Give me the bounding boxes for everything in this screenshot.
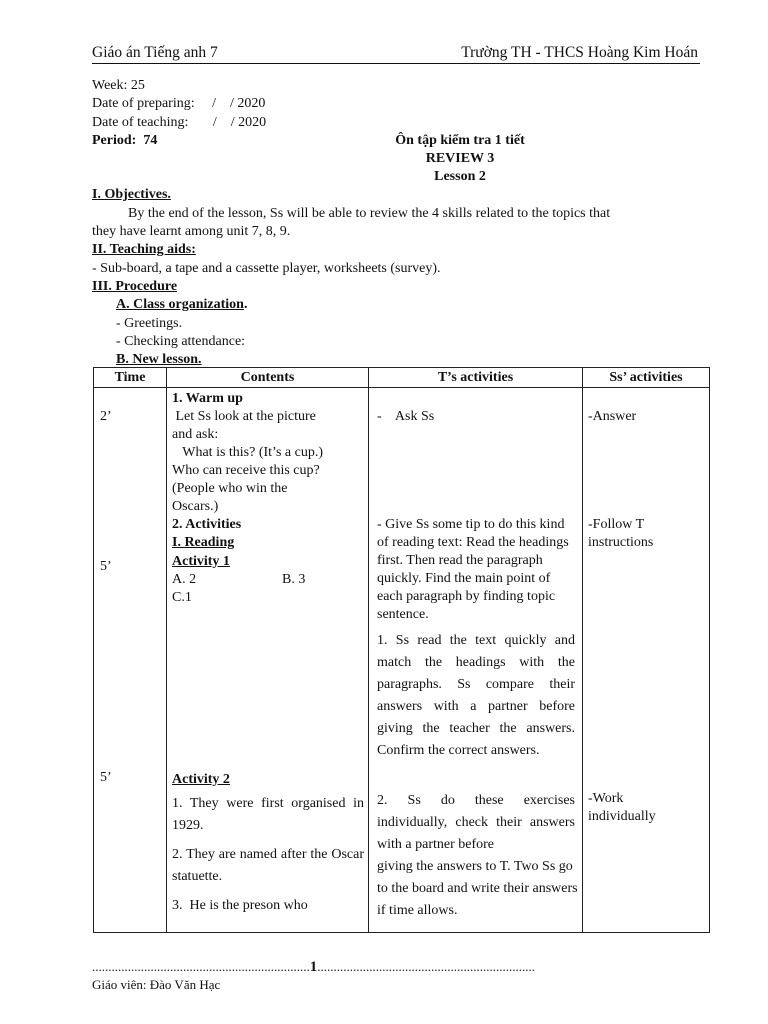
students-follow-2: instructions — [588, 535, 654, 550]
teacher-step1: 1. Ss read the text quickly and match the headings with the paragraphs. Ss compare their answers with a partner before giving the teacher the answers. Confirm the correct answers. — [377, 633, 575, 758]
activity2-item: 1. They were first organised in 1929. — [172, 796, 364, 833]
header-rule — [92, 63, 700, 64]
activity1-heading: Activity 1 — [172, 554, 230, 569]
title-review: REVIEW 3 — [425, 151, 495, 166]
students-work: -Work — [588, 791, 624, 806]
new-lesson-heading: B. New lesson. — [116, 352, 202, 367]
title-review-note: Ôn tập kiểm tra 1 tiết — [395, 133, 525, 148]
warm-line: Let Ss look at the picture — [172, 409, 316, 424]
col-header-contents: Contents — [167, 368, 369, 388]
class-organization-dot: . — [243, 297, 248, 312]
title-lesson: Lesson 2 — [434, 169, 486, 184]
attendance-line: - Checking attendance: — [116, 334, 246, 349]
week-label: Week: 25 — [92, 78, 145, 93]
class-organization-heading — [116, 296, 247, 314]
students-answer: -Answer — [588, 409, 637, 424]
teacher-step2-rest: giving the answers to T. Two Ss go to the board and write their answers if time allows. — [377, 859, 578, 918]
warm-line: and ask: — [172, 427, 219, 442]
teacher-tips: - Give Ss some tip to do this kind of reading text: Read the headings first. Then read the paragraph quickly. Find the main point of each paragraph by finding topic sentence. — [377, 517, 569, 622]
objectives-text-2: they have learnt among unit 7, 8, 9. — [92, 224, 291, 239]
header-right: Trường TH - THCS Hoàng Kim Hoán — [461, 44, 698, 61]
warm-line: Who can receive this cup? — [172, 463, 320, 478]
time-cell — [94, 388, 167, 933]
teacher-cell — [369, 388, 583, 933]
page-number: 1 — [309, 959, 318, 975]
header-left: Giáo án Tiếng anh 7 — [92, 44, 218, 61]
students-work-2: individually — [588, 809, 656, 824]
date-teaching: Date of teaching: / / 2020 — [92, 115, 267, 130]
greetings-line: - Greetings. — [116, 316, 183, 331]
teacher-ask: - Ask Ss — [377, 409, 435, 424]
date-preparing: Date of preparing: / / 2020 — [92, 96, 266, 111]
teacher-step2: 2. Ss do these exercises individually, check their answers with a partner before — [377, 793, 575, 852]
footer-dots-left: ................................................................... — [92, 959, 310, 974]
objectives-text-1: By the end of the lesson, Ss will be able to review the 4 skills related to the topics that — [128, 206, 611, 221]
aids-text: - Sub-board, a tape and a cassette player, worksheets (survey). — [92, 261, 441, 276]
footer-teacher: Giáo viên: Đào Văn Hạc — [92, 977, 221, 992]
aids-heading: II. Teaching aids: — [92, 242, 196, 257]
activity1-answer-b: B. 3 — [282, 572, 306, 587]
col-header-time: Time — [94, 368, 167, 388]
warm-line: Oscars.) — [172, 499, 219, 514]
students-follow: -Follow T — [588, 517, 645, 532]
activity2-item: 2. They are named after the Oscar statuette. — [172, 847, 364, 884]
contents-cell — [167, 388, 369, 933]
time-activity1: 5’ — [100, 559, 112, 574]
time-warmup: 2’ — [100, 409, 112, 424]
col-header-students: Ss’ activities — [583, 368, 710, 388]
warm-up-heading: 1. Warm up — [172, 391, 243, 406]
activity2-heading: Activity 2 — [172, 772, 230, 787]
activity2-item: 3. He is the preson who — [172, 898, 308, 913]
procedure-heading: III. Procedure — [92, 279, 178, 294]
objectives-heading: I. Objectives. — [92, 187, 171, 202]
activity1-answer-c: C.1 — [172, 590, 192, 605]
footer-dots-right: ................................................................... — [317, 959, 535, 974]
reading-heading: I. Reading — [172, 535, 235, 550]
activity1-answer-a: A. 2 — [172, 572, 197, 587]
col-header-teacher: T’s activities — [369, 368, 583, 388]
table-row — [94, 388, 710, 933]
time-activity2: 5’ — [100, 770, 112, 785]
period-label: Period: 74 — [92, 133, 158, 148]
warm-line: What is this? (It’s a cup.) — [172, 445, 323, 460]
footer-page-line — [92, 958, 708, 976]
table-header-row — [94, 368, 710, 388]
students-cell — [583, 388, 710, 933]
lesson-plan-table — [93, 367, 710, 933]
activities-heading: 2. Activities — [172, 517, 242, 532]
class-organization-label: A. Class organization — [116, 297, 244, 312]
warm-line: (People who win the — [172, 481, 288, 496]
